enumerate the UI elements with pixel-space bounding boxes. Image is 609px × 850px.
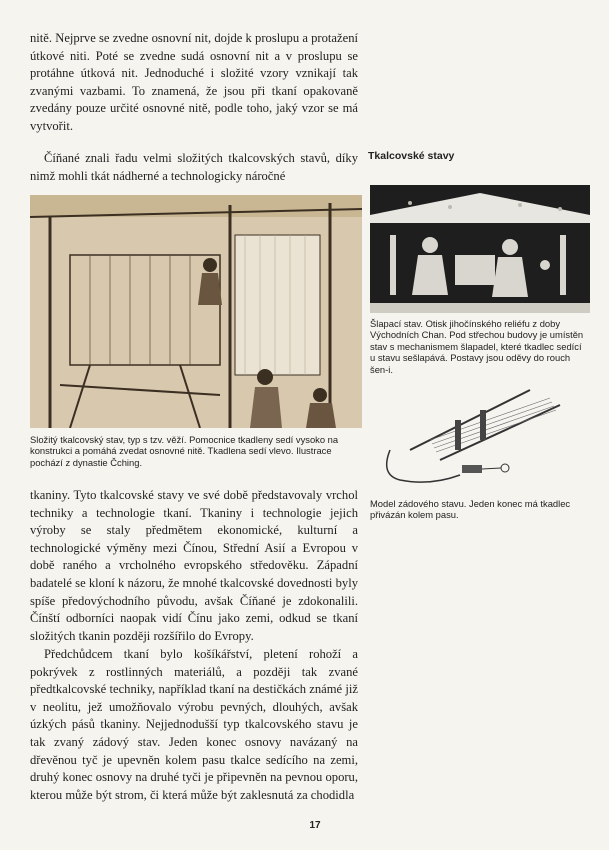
- backstrap-loom-model: [370, 380, 580, 490]
- loom-illustration: [30, 195, 362, 428]
- body-paragraph-2: Číňané znali řadu velmi složitých tkalcovských stavů, díky nimž mohli tkát nádherné a technologicky náročné: [30, 151, 358, 183]
- sidebar-title: Tkalcovské stavy: [368, 150, 455, 162]
- page-number: 17: [309, 820, 321, 831]
- body-paragraph-4: Předchůdcem tkaní bylo košíkářství, pletení rohoží a pokrývek z rostlinných materiálů, a později tak zvané předtkalcovské techniky, například tkaní na destičkách známé již v neolitu, jež umožňovalo výrobu pevných, dlouhých, avšak úzkých pásů tkaniny. Nejjednodušší typ tkalcovského stavu je tak zvaný zádový stav. Jeden konec osnovy navázaný na dřevěnou tyč je upevněn kolem pasu tkalce sedícího na zemi, druhý konec osnovy na druhé tyči je připevněn na pevnou oporu, kterou může být strom, či která může být zaklesnutá za chodidla: [30, 647, 358, 802]
- body-paragraph-1: nitě. Nejprve se zvedne osnovní nit, dojde k proslupu a protažení útkové niti. Poté se zvedne sudá osnovní nit a v proslupu se protáhne útková nit. Jednoduché i složité vzory vznikají tak zvanými vazbami. To znamená, že jsou při tkaní opakovaně zvedány pouze určité osnovné nitě, podle toho, jaký vzor se má vytvořit.: [30, 31, 358, 133]
- caption-model: Model zádového stavu. Jeden konec má tkadlec přivázán kolem pasu.: [370, 498, 571, 521]
- caption-main-loom: Složitý tkalcovský stav, typ s tzv. věží. Pomocnice tkadleny sedí vysoko na konstrukci a pomáhá zvedat osnovné nitě. Tkadlena sedí vlevo. Ilustrace pochází z dynastie Čching.: [30, 434, 339, 468]
- caption-relief: Šlapací stav. Otisk jihočínského reliéfu z doby Východních Chan. Pod střechou budovy je umístěn stav s mechanismem šlapadel, které tkadlec sedící u stavu sešlapává. Postavy jsou oděvy do rouch šen-i.: [370, 318, 584, 375]
- relief-illustration: [370, 185, 590, 313]
- body-paragraph-3: tkaniny. Tyto tkalcovské stavy ve své době představovaly vrchol techniky a technologie tkaní. Tkaniny i technologie jejich výroby se staly předmětem ekonomické, kulturní a technologické výměny mezi Čínou, Střední Asií a Evropou v době raného a vrcholného evropského středověku. Západní badatelé se kloní k názoru, že mnohé tkalcovské dovednosti byly spíše předovýchodního původu, avšak Číňané je zdokonalili. Čínští odborníci naopak vidí Čínu jako zemi, odkud se tkaní složitých tkanin později rozšířilo do Evropy.: [30, 488, 358, 643]
